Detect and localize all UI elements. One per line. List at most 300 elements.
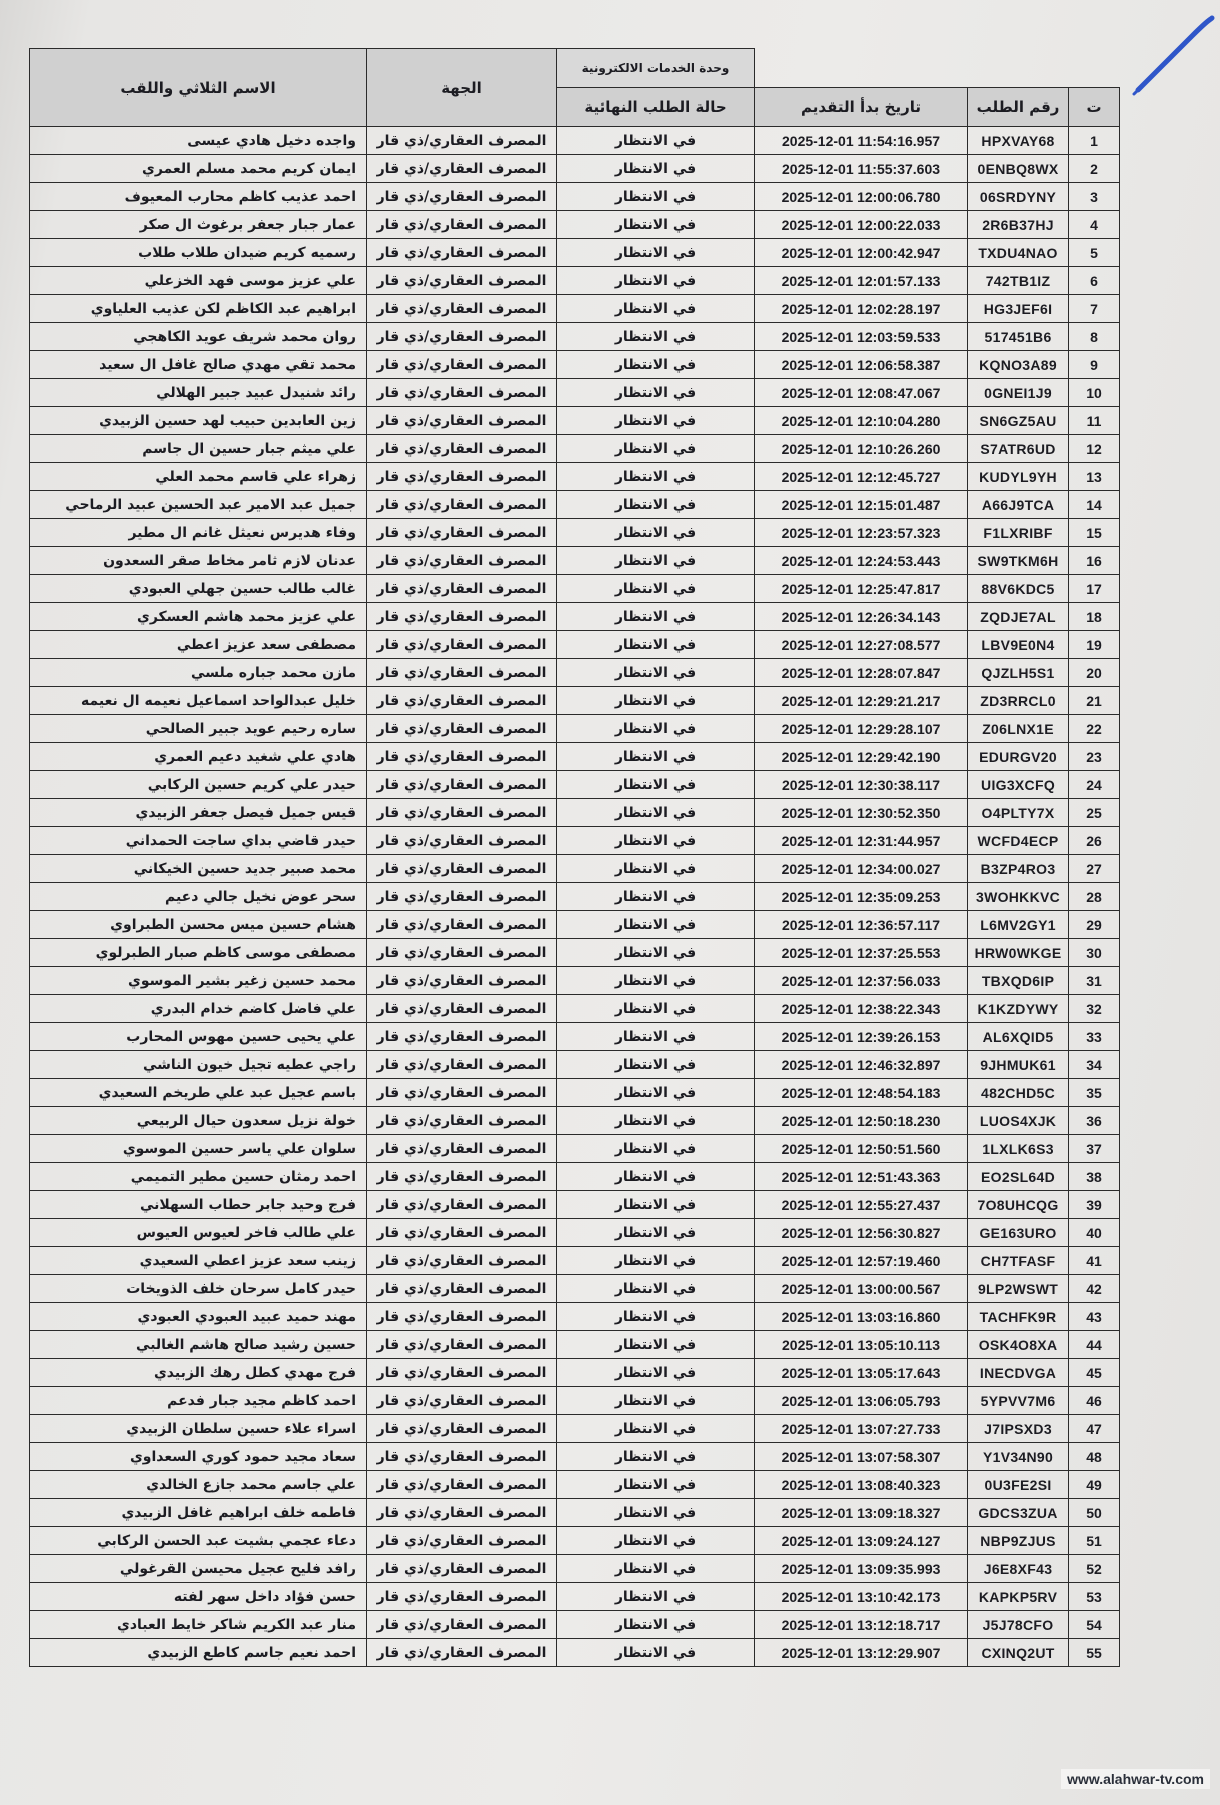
final-status-cell: في الانتظار — [557, 407, 755, 435]
row-index-cell: 41 — [1069, 1247, 1120, 1275]
full-name-cell: مهند حميد عبيد العبودي العبودي — [30, 1303, 367, 1331]
final-status-cell: في الانتظار — [557, 127, 755, 155]
start-date-cell: 2025-12-01 12:08:47.067 — [755, 379, 968, 407]
start-date-cell: 2025-12-01 12:38:22.343 — [755, 995, 968, 1023]
final-status-cell: في الانتظار — [557, 1163, 755, 1191]
table-row — [30, 771, 1120, 799]
request-number-cell: 0ENBQ8WX — [968, 155, 1069, 183]
entity-cell: المصرف العقاري/ذي قار — [367, 323, 557, 351]
start-date-cell: 2025-12-01 12:39:26.153 — [755, 1023, 968, 1051]
table-row — [30, 1051, 1120, 1079]
request-number-cell: LUOS4XJK — [968, 1107, 1069, 1135]
entity-cell: المصرف العقاري/ذي قار — [367, 183, 557, 211]
start-date-cell: 2025-12-01 12:25:47.817 — [755, 575, 968, 603]
table-row — [30, 211, 1120, 239]
request-number-cell: 5YPVV7M6 — [968, 1387, 1069, 1415]
unit-header: وحدة الخدمات الالكترونية — [557, 49, 755, 88]
request-number-cell: 1LXLK6S3 — [968, 1135, 1069, 1163]
final-status-cell: في الانتظار — [557, 1135, 755, 1163]
start-date-cell: 2025-12-01 13:09:18.327 — [755, 1499, 968, 1527]
table-row — [30, 1191, 1120, 1219]
table-row — [30, 267, 1120, 295]
final-status-cell: في الانتظار — [557, 967, 755, 995]
entity-cell: المصرف العقاري/ذي قار — [367, 1359, 557, 1387]
request-number-cell: ZQDJE7AL — [968, 603, 1069, 631]
start-date-cell: 2025-12-01 12:57:19.460 — [755, 1247, 968, 1275]
final-status-cell: في الانتظار — [557, 295, 755, 323]
final-status-cell: في الانتظار — [557, 1359, 755, 1387]
entity-cell: المصرف العقاري/ذي قار — [367, 435, 557, 463]
table-row — [30, 239, 1120, 267]
final-status-cell: في الانتظار — [557, 211, 755, 239]
start-date-cell: 2025-12-01 12:50:18.230 — [755, 1107, 968, 1135]
row-index-cell: 55 — [1069, 1639, 1120, 1667]
request-number-cell: K1KZDYWY — [968, 995, 1069, 1023]
request-number-cell: EO2SL64D — [968, 1163, 1069, 1191]
table-row — [30, 715, 1120, 743]
row-index-cell: 44 — [1069, 1331, 1120, 1359]
full-name-cell: فرج وحيد جابر حطاب السهلاني — [30, 1191, 367, 1219]
full-name-cell: محمد تقي مهدي صالح غافل ال سعيد — [30, 351, 367, 379]
row-index-cell: 7 — [1069, 295, 1120, 323]
row-index-cell: 25 — [1069, 799, 1120, 827]
request-number-cell: ZD3RRCL0 — [968, 687, 1069, 715]
full-name-cell: جميل عبد الامير عبد الحسين عبيد الرماحي — [30, 491, 367, 519]
request-number-cell: AL6XQID5 — [968, 1023, 1069, 1051]
row-index-cell: 28 — [1069, 883, 1120, 911]
final-status-cell: في الانتظار — [557, 1079, 755, 1107]
full-name-cell: هادي علي شغيد دعيم العمري — [30, 743, 367, 771]
start-date-cell: 2025-12-01 13:09:35.993 — [755, 1555, 968, 1583]
final-status-cell: في الانتظار — [557, 351, 755, 379]
entity-cell: المصرف العقاري/ذي قار — [367, 1639, 557, 1667]
row-index-cell: 52 — [1069, 1555, 1120, 1583]
entity-cell: المصرف العقاري/ذي قار — [367, 1611, 557, 1639]
entity-cell: المصرف العقاري/ذي قار — [367, 883, 557, 911]
final-status-cell: في الانتظار — [557, 1051, 755, 1079]
row-index-cell: 15 — [1069, 519, 1120, 547]
table-row — [30, 939, 1120, 967]
table-row — [30, 1247, 1120, 1275]
full-name-cell: زهراء علي قاسم محمد العلي — [30, 463, 367, 491]
entity-cell: المصرف العقاري/ذي قار — [367, 911, 557, 939]
start-date-cell: 2025-12-01 12:10:26.260 — [755, 435, 968, 463]
start-date-cell: 2025-12-01 13:09:24.127 — [755, 1527, 968, 1555]
final-status-cell: في الانتظار — [557, 603, 755, 631]
entity-cell: المصرف العقاري/ذي قار — [367, 715, 557, 743]
row-index-cell: 51 — [1069, 1527, 1120, 1555]
start-date-cell: 2025-12-01 12:56:30.827 — [755, 1219, 968, 1247]
request-number-cell: QJZLH5S1 — [968, 659, 1069, 687]
entity-cell: المصرف العقاري/ذي قار — [367, 519, 557, 547]
entity-cell: المصرف العقاري/ذي قار — [367, 799, 557, 827]
start-date-cell: 2025-12-01 12:24:53.443 — [755, 547, 968, 575]
request-number-cell: GDCS3ZUA — [968, 1499, 1069, 1527]
request-number-cell: B3ZP4RO3 — [968, 855, 1069, 883]
start-date-cell: 2025-12-01 12:03:59.533 — [755, 323, 968, 351]
start-date-cell: 2025-12-01 12:06:58.387 — [755, 351, 968, 379]
start-date-cell: 2025-12-01 12:00:22.033 — [755, 211, 968, 239]
full-name-cell: احمد نعيم جاسم كاطع الزبيدي — [30, 1639, 367, 1667]
row-index-cell: 27 — [1069, 855, 1120, 883]
table-row — [30, 1583, 1120, 1611]
entity-column-header: الجهة — [367, 49, 557, 127]
request-number-cell: A66J9TCA — [968, 491, 1069, 519]
full-name-cell: زينب سعد عزيز اعطي السعيدي — [30, 1247, 367, 1275]
table-row — [30, 967, 1120, 995]
entity-cell: المصرف العقاري/ذي قار — [367, 659, 557, 687]
request-number-cell: O4PLTY7X — [968, 799, 1069, 827]
entity-cell: المصرف العقاري/ذي قار — [367, 1499, 557, 1527]
final-status-cell: في الانتظار — [557, 911, 755, 939]
row-index-cell: 2 — [1069, 155, 1120, 183]
full-name-cell: حسين رشيد صالح هاشم الغالبي — [30, 1331, 367, 1359]
request-number-cell: CXINQ2UT — [968, 1639, 1069, 1667]
final-status-cell: في الانتظار — [557, 995, 755, 1023]
request-number-cell: 517451B6 — [968, 323, 1069, 351]
final-status-cell: في الانتظار — [557, 1471, 755, 1499]
final-status-cell: في الانتظار — [557, 1275, 755, 1303]
row-index-cell: 43 — [1069, 1303, 1120, 1331]
request-number-cell: J6E8XF43 — [968, 1555, 1069, 1583]
index-column-header: ت — [1069, 88, 1120, 127]
table-row — [30, 1331, 1120, 1359]
entity-cell: المصرف العقاري/ذي قار — [367, 127, 557, 155]
entity-cell: المصرف العقاري/ذي قار — [367, 351, 557, 379]
entity-cell: المصرف العقاري/ذي قار — [367, 211, 557, 239]
start-date-cell: 2025-12-01 12:00:06.780 — [755, 183, 968, 211]
full-name-cell: راجي عطيه تجيل خيون الناشي — [30, 1051, 367, 1079]
header-row-top — [30, 49, 1120, 88]
final-status-cell: في الانتظار — [557, 715, 755, 743]
start-date-cell: 2025-12-01 11:54:16.957 — [755, 127, 968, 155]
full-name-cell: ايمان كريم محمد مسلم العمري — [30, 155, 367, 183]
entity-cell: المصرف العقاري/ذي قار — [367, 1471, 557, 1499]
table-row — [30, 1471, 1120, 1499]
request-number-cell: SN6GZ5AU — [968, 407, 1069, 435]
table-row — [30, 1555, 1120, 1583]
row-index-cell: 13 — [1069, 463, 1120, 491]
start-date-cell: 2025-12-01 12:34:00.027 — [755, 855, 968, 883]
table-row — [30, 519, 1120, 547]
final-status-cell: في الانتظار — [557, 1611, 755, 1639]
full-name-cell: حسن فؤاد داخل سهر لفته — [30, 1583, 367, 1611]
request-number-cell: TXDU4NAO — [968, 239, 1069, 267]
final-status-cell: في الانتظار — [557, 883, 755, 911]
row-index-cell: 31 — [1069, 967, 1120, 995]
start-date-cell: 2025-12-01 13:12:18.717 — [755, 1611, 968, 1639]
final-status-cell: في الانتظار — [557, 827, 755, 855]
request-number-cell: HG3JEF6I — [968, 295, 1069, 323]
row-index-cell: 38 — [1069, 1163, 1120, 1191]
final-status-cell: في الانتظار — [557, 267, 755, 295]
site-watermark: www.alahwar-tv.com — [1061, 1769, 1210, 1789]
start-date-cell: 2025-12-01 13:06:05.793 — [755, 1387, 968, 1415]
table-row — [30, 435, 1120, 463]
final-status-cell: في الانتظار — [557, 1023, 755, 1051]
full-name-cell: اسراء علاء حسين سلطان الزبيدي — [30, 1415, 367, 1443]
row-index-cell: 22 — [1069, 715, 1120, 743]
entity-cell: المصرف العقاري/ذي قار — [367, 1527, 557, 1555]
request-number-cell: INECDVGA — [968, 1359, 1069, 1387]
full-name-cell: زين العابدين حبيب لهد حسين الزبيدي — [30, 407, 367, 435]
row-index-cell: 48 — [1069, 1443, 1120, 1471]
table-row — [30, 463, 1120, 491]
final-status-cell: في الانتظار — [557, 1527, 755, 1555]
table-row — [30, 407, 1120, 435]
start-date-cell: 2025-12-01 12:10:04.280 — [755, 407, 968, 435]
table-row — [30, 351, 1120, 379]
entity-cell: المصرف العقاري/ذي قار — [367, 239, 557, 267]
full-name-cell: علي عزيز محمد هاشم العسكري — [30, 603, 367, 631]
final-status-cell: في الانتظار — [557, 1555, 755, 1583]
full-name-cell: رائد شنيدل عبيد جبير الهلالي — [30, 379, 367, 407]
table-row — [30, 379, 1120, 407]
table-header — [30, 49, 1120, 127]
row-index-cell: 5 — [1069, 239, 1120, 267]
table-row — [30, 855, 1120, 883]
requests-table-body — [30, 127, 1120, 1667]
start-date-cell: 2025-12-01 12:29:21.217 — [755, 687, 968, 715]
entity-cell: المصرف العقاري/ذي قار — [367, 155, 557, 183]
request-number-cell: HPXVAY68 — [968, 127, 1069, 155]
full-name-cell: محمد حسين زغير بشير الموسوي — [30, 967, 367, 995]
row-index-cell: 46 — [1069, 1387, 1120, 1415]
row-index-cell: 50 — [1069, 1499, 1120, 1527]
final-status-cell: في الانتظار — [557, 547, 755, 575]
start-date-cell: 2025-12-01 13:05:17.643 — [755, 1359, 968, 1387]
final-status-cell: في الانتظار — [557, 463, 755, 491]
table-row — [30, 491, 1120, 519]
table-row — [30, 1359, 1120, 1387]
row-index-cell: 42 — [1069, 1275, 1120, 1303]
final-status-cell: في الانتظار — [557, 379, 755, 407]
table-row — [30, 1023, 1120, 1051]
entity-cell: المصرف العقاري/ذي قار — [367, 995, 557, 1023]
row-index-cell: 19 — [1069, 631, 1120, 659]
entity-cell: المصرف العقاري/ذي قار — [367, 575, 557, 603]
request-number-cell: GE163URO — [968, 1219, 1069, 1247]
row-index-cell: 40 — [1069, 1219, 1120, 1247]
row-index-cell: 26 — [1069, 827, 1120, 855]
table-row — [30, 127, 1120, 155]
entity-cell: المصرف العقاري/ذي قار — [367, 267, 557, 295]
full-name-cell: احمد رمثان حسين مطير التميمي — [30, 1163, 367, 1191]
entity-cell: المصرف العقاري/ذي قار — [367, 855, 557, 883]
row-index-cell: 1 — [1069, 127, 1120, 155]
start-date-cell: 2025-12-01 12:31:44.957 — [755, 827, 968, 855]
request-number-cell: CH7TFASF — [968, 1247, 1069, 1275]
entity-cell: المصرف العقاري/ذي قار — [367, 1191, 557, 1219]
entity-cell: المصرف العقاري/ذي قار — [367, 1107, 557, 1135]
full-name-cell: علي جاسم محمد جازع الخالدي — [30, 1471, 367, 1499]
request-number-cell: Y1V34N90 — [968, 1443, 1069, 1471]
row-index-cell: 37 — [1069, 1135, 1120, 1163]
table-row — [30, 1135, 1120, 1163]
table-row — [30, 575, 1120, 603]
start-date-cell: 2025-12-01 12:46:32.897 — [755, 1051, 968, 1079]
table-row — [30, 1275, 1120, 1303]
entity-cell: المصرف العقاري/ذي قار — [367, 1219, 557, 1247]
table-row — [30, 183, 1120, 211]
full-name-cell: خولة نزيل سعدون حيال الربيعي — [30, 1107, 367, 1135]
entity-cell: المصرف العقاري/ذي قار — [367, 827, 557, 855]
request-number-cell: WCFD4ECP — [968, 827, 1069, 855]
final-status-cell: في الانتظار — [557, 687, 755, 715]
full-name-cell: علي ميثم جبار حسين ال جاسم — [30, 435, 367, 463]
entity-cell: المصرف العقاري/ذي قار — [367, 1051, 557, 1079]
row-index-cell: 20 — [1069, 659, 1120, 687]
full-name-cell: دعاء عجمي بشيت عبد الحسن الركابي — [30, 1527, 367, 1555]
full-name-cell: ابراهيم عبد الكاظم لكن عذيب العلياوي — [30, 295, 367, 323]
entity-cell: المصرف العقاري/ذي قار — [367, 463, 557, 491]
row-index-cell: 23 — [1069, 743, 1120, 771]
start-date-cell: 2025-12-01 12:28:07.847 — [755, 659, 968, 687]
full-name-cell: علي فاضل كاضم خدام البدري — [30, 995, 367, 1023]
entity-cell: المصرف العقاري/ذي قار — [367, 1303, 557, 1331]
table-row — [30, 1219, 1120, 1247]
request-number-cell: 0GNEI1J9 — [968, 379, 1069, 407]
full-name-cell: ساره رحيم عويد جبير الصالحي — [30, 715, 367, 743]
row-index-cell: 4 — [1069, 211, 1120, 239]
full-name-cell: خليل عبدالواحد اسماعيل نعيمه ال نعيمه — [30, 687, 367, 715]
start-date-cell: 2025-12-01 13:00:00.567 — [755, 1275, 968, 1303]
table-row — [30, 1443, 1120, 1471]
final-status-cell: في الانتظار — [557, 1415, 755, 1443]
entity-cell: المصرف العقاري/ذي قار — [367, 687, 557, 715]
requests-table — [29, 48, 1120, 1667]
final-status-cell: في الانتظار — [557, 631, 755, 659]
full-name-cell: احمد كاظم مجيد جبار فدعم — [30, 1387, 367, 1415]
final-status-cell: في الانتظار — [557, 1303, 755, 1331]
table-row — [30, 1527, 1120, 1555]
request-number-cell: SW9TKM6H — [968, 547, 1069, 575]
row-index-cell: 16 — [1069, 547, 1120, 575]
final-status-cell: في الانتظار — [557, 771, 755, 799]
entity-cell: المصرف العقاري/ذي قار — [367, 1583, 557, 1611]
table-row — [30, 603, 1120, 631]
entity-cell: المصرف العقاري/ذي قار — [367, 1555, 557, 1583]
pen-stroke-tail — [1134, 88, 1140, 94]
start-date-cell: 2025-12-01 12:30:52.350 — [755, 799, 968, 827]
start-date-cell: 2025-12-01 12:27:08.577 — [755, 631, 968, 659]
table-row — [30, 155, 1120, 183]
start-date-cell: 2025-12-01 12:15:01.487 — [755, 491, 968, 519]
start-date-cell: 2025-12-01 12:00:42.947 — [755, 239, 968, 267]
entity-cell: المصرف العقاري/ذي قار — [367, 631, 557, 659]
final-status-cell: في الانتظار — [557, 855, 755, 883]
final-status-cell: في الانتظار — [557, 1387, 755, 1415]
start-date-cell: 2025-12-01 12:01:57.133 — [755, 267, 968, 295]
full-name-cell: عمار جبار جعفر برغوث ال صكر — [30, 211, 367, 239]
start-date-cell: 2025-12-01 13:05:10.113 — [755, 1331, 968, 1359]
row-index-cell: 17 — [1069, 575, 1120, 603]
entity-cell: المصرف العقاري/ذي قار — [367, 1023, 557, 1051]
full-name-cell: علي طالب فاخر لعيوس العيوس — [30, 1219, 367, 1247]
final-status-cell: في الانتظار — [557, 1583, 755, 1611]
request-number-cell: 482CHD5C — [968, 1079, 1069, 1107]
start-date-cell: 2025-12-01 13:10:42.173 — [755, 1583, 968, 1611]
start-date-cell: 2025-12-01 11:55:37.603 — [755, 155, 968, 183]
table-row — [30, 323, 1120, 351]
request-number-cell: KUDYL9YH — [968, 463, 1069, 491]
entity-cell: المصرف العقاري/ذي قار — [367, 967, 557, 995]
entity-cell: المصرف العقاري/ذي قار — [367, 1163, 557, 1191]
request-number-cell: UIG3XCFQ — [968, 771, 1069, 799]
row-index-cell: 36 — [1069, 1107, 1120, 1135]
full-name-cell: فرج مهدي كطل رهك الزبيدي — [30, 1359, 367, 1387]
table-row — [30, 995, 1120, 1023]
row-index-cell: 45 — [1069, 1359, 1120, 1387]
request-number-cell: F1LXRIBF — [968, 519, 1069, 547]
entity-cell: المصرف العقاري/ذي قار — [367, 295, 557, 323]
final-status-column-header: حالة الطلب النهائية — [557, 88, 755, 127]
start-date-cell: 2025-12-01 12:55:27.437 — [755, 1191, 968, 1219]
entity-cell: المصرف العقاري/ذي قار — [367, 1247, 557, 1275]
start-date-cell: 2025-12-01 12:26:34.143 — [755, 603, 968, 631]
table-row — [30, 1107, 1120, 1135]
request-number-cell: 9LP2WSWT — [968, 1275, 1069, 1303]
row-index-cell: 6 — [1069, 267, 1120, 295]
table-row — [30, 1387, 1120, 1415]
request-number-cell: NBP9ZJUS — [968, 1527, 1069, 1555]
table-row — [30, 631, 1120, 659]
full-name-cell: هشام حسين ميس محسن الطبراوي — [30, 911, 367, 939]
entity-cell: المصرف العقاري/ذي قار — [367, 1079, 557, 1107]
table-row — [30, 1079, 1120, 1107]
request-number-cell: KAPKP5RV — [968, 1583, 1069, 1611]
start-date-cell: 2025-12-01 12:02:28.197 — [755, 295, 968, 323]
full-name-cell: محمد صبير جديد حسين الخيكاني — [30, 855, 367, 883]
full-name-cell: واجده دخيل هادي عيسى — [30, 127, 367, 155]
entity-cell: المصرف العقاري/ذي قار — [367, 1387, 557, 1415]
table-row — [30, 659, 1120, 687]
full-name-cell: روان محمد شريف عويد الكاهجي — [30, 323, 367, 351]
row-index-cell: 32 — [1069, 995, 1120, 1023]
table-row — [30, 1415, 1120, 1443]
start-date-cell: 2025-12-01 13:07:27.733 — [755, 1415, 968, 1443]
start-date-cell: 2025-12-01 12:51:43.363 — [755, 1163, 968, 1191]
final-status-cell: في الانتظار — [557, 323, 755, 351]
row-index-cell: 9 — [1069, 351, 1120, 379]
final-status-cell: في الانتظار — [557, 799, 755, 827]
start-date-cell: 2025-12-01 13:03:16.860 — [755, 1303, 968, 1331]
final-status-cell: في الانتظار — [557, 743, 755, 771]
full-name-cell: فاطمه خلف ابراهيم غافل الزبيدي — [30, 1499, 367, 1527]
table-row — [30, 911, 1120, 939]
request-number-cell: Z06LNX1E — [968, 715, 1069, 743]
request-number-cell: LBV9E0N4 — [968, 631, 1069, 659]
start-date-cell: 2025-12-01 12:29:28.107 — [755, 715, 968, 743]
table-row — [30, 827, 1120, 855]
row-index-cell: 11 — [1069, 407, 1120, 435]
row-index-cell: 21 — [1069, 687, 1120, 715]
row-index-cell: 18 — [1069, 603, 1120, 631]
full-name-cell: وفاء هديرس نعيثل غانم ال مطير — [30, 519, 367, 547]
row-index-cell: 49 — [1069, 1471, 1120, 1499]
entity-cell: المصرف العقاري/ذي قار — [367, 1135, 557, 1163]
start-date-cell: 2025-12-01 12:37:56.033 — [755, 967, 968, 995]
start-date-column-header: تاريخ بدأ التقديم — [755, 88, 968, 127]
blue-pen-stroke-mark — [1130, 14, 1216, 96]
full-name-cell: سعاد مجيد حمود كوري السعداوي — [30, 1443, 367, 1471]
request-number-column-header: رقم الطلب — [968, 88, 1069, 127]
request-number-cell: 742TB1IZ — [968, 267, 1069, 295]
entity-cell: المصرف العقاري/ذي قار — [367, 379, 557, 407]
final-status-cell: في الانتظار — [557, 183, 755, 211]
final-status-cell: في الانتظار — [557, 435, 755, 463]
row-index-cell: 10 — [1069, 379, 1120, 407]
